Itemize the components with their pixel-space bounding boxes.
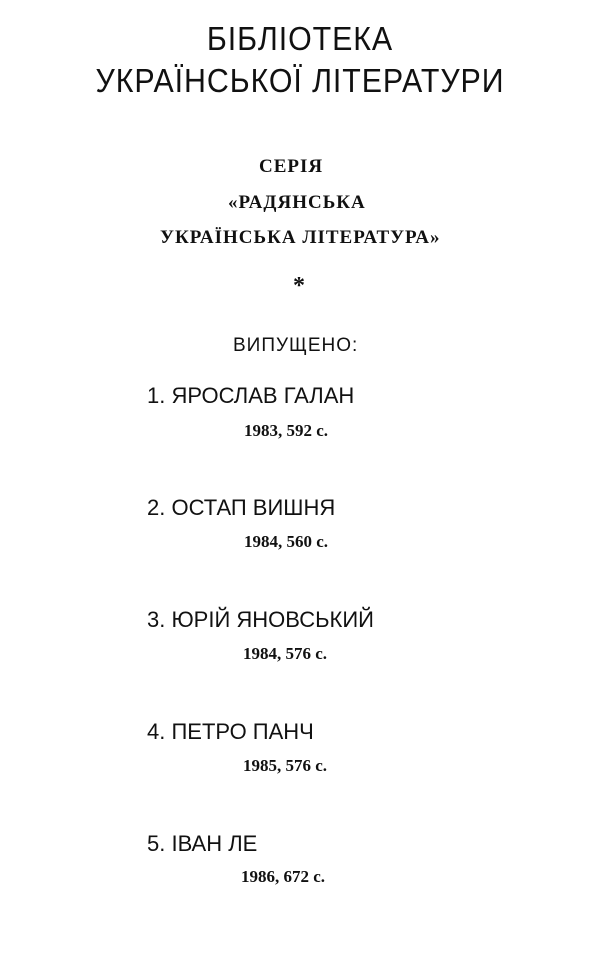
library-title-line2: УКРАЇНСЬКОЇ ЛІТЕРАТУРИ [95,62,505,99]
library-title-line1: БІБЛІОТЕКА [206,20,394,57]
series-name-line2: УКРАЇНСЬКА ЛІТЕРАТУРА» [160,227,441,248]
series-name-line1: «РАДЯНСЬКА [228,192,366,213]
book-title: 2. ОСТАП ВИШНЯ [147,495,336,520]
book-meta: 1983, 592 с. [244,421,329,440]
series-label: СЕРІЯ [259,156,324,177]
book-title: 5. ІВАН ЛЕ [147,831,258,856]
book-meta: 1984, 576 с. [243,644,328,663]
asterisk-separator: * [293,273,306,299]
book-meta: 1984, 560 с. [244,532,329,551]
published-heading: ВИПУЩЕНО: [233,335,359,356]
book-title: 4. ПЕТРО ПАНЧ [147,719,314,744]
book-title: 3. ЮРІЙ ЯНОВСЬКИЙ [147,607,374,632]
book-meta: 1986, 672 с. [241,867,326,886]
book-title: 1. ЯРОСЛАВ ГАЛАН [147,383,355,408]
book-meta: 1985, 576 с. [243,756,328,775]
